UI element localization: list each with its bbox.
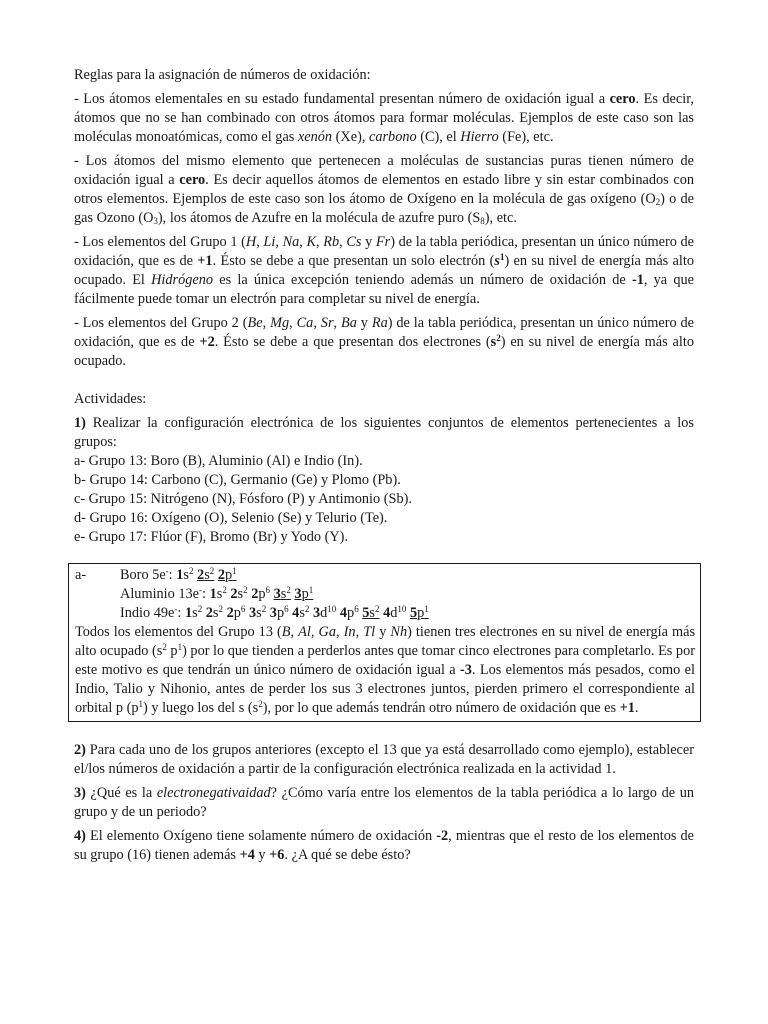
activity-2: 2) Para cada uno de los grupos anteriores (excepto el 13 que ya está desarrollado como ejemplo), establecer el/los números de oxidación a partir de la configuración electrónica realizada en la actividad 1. bbox=[74, 742, 694, 777]
orbital-term: $3p^6$ bbox=[269, 604, 289, 621]
rule-3: - Los elementos del Grupo 1 (H, Li, Na, K, Rb, Cs y Fr) de la tabla periódica, presentan un único número de oxidación, que es de +1. Ésto se debe a que presentan un solo electrón $(s^1)$ en su nivel de energía más alto ocupado. El Hidrógeno es la única excepción teniendo además un número de oxidación de -1, ya que fácilmente puede tomar un electrón para completar su nivel de energía. bbox=[74, 234, 695, 307]
orbital-term: $2p^6$ bbox=[226, 604, 246, 621]
config-row-boro bbox=[75, 566, 695, 585]
electron-configuration: Aluminio 13e-: $1s^2$ $2s^2$ $2p^6$ $3s^2$ $3p^1$ bbox=[120, 585, 314, 602]
orbital-term: $4s^2$ bbox=[292, 604, 310, 621]
element-symbol: Nh bbox=[390, 624, 408, 640]
element-symbol: Tl bbox=[363, 624, 376, 640]
element-symbol: In bbox=[343, 624, 356, 640]
element-symbol: Ga bbox=[318, 624, 336, 640]
element-symbol: Ba bbox=[341, 315, 357, 331]
document-content bbox=[74, 66, 694, 865]
element-symbol: H bbox=[245, 234, 257, 250]
activity-4: 4) El elemento Oxígeno tiene solamente número de oxidación -2, mientras que el resto de los elementos de su grupo (16) tienen además +4 y +6. ¿A qué se debe ésto? bbox=[74, 828, 694, 863]
orbital-term: $3p^1$ bbox=[294, 585, 314, 602]
group-list-item: d- Grupo 16: Oxígeno (O), Selenio (Se) y Telurio (Te). bbox=[74, 510, 388, 526]
config-row-aluminio bbox=[75, 585, 695, 604]
element-symbol: K bbox=[306, 234, 317, 250]
element-symbol: Rb bbox=[323, 234, 340, 250]
element-symbol: Be bbox=[247, 315, 263, 331]
rule-2: - Los átomos del mismo elemento que pertenecen a moléculas de sustancias puras tienen número de oxidación igual a cero. Es decir aquellos átomos de elementos en estado libre y sin estar combinados con otros elementos. Ejemplos de este caso son los átomo de Oxígeno en la molécula de gas oxígeno $(O_2)$ o de gas Ozono $(O_3)$, los átomos de Azufre en la molécula de azufre puro $(S_8)$, etc. bbox=[74, 153, 694, 226]
group-list-item: e- Grupo 17: Flúor (F), Bromo (Br) y Yodo (Y). bbox=[74, 529, 349, 545]
rule-1: - Los átomos elementales en su estado fundamental presentan número de oxidación igual a cero. Es decir, átomos que no se han combinado con otros átomos para formar moléculas. Ejemplos de este caso son las moléculas monoatómicas, como el gas xenón (Xe), carbono (C), el Hierro (Fe), etc. bbox=[74, 91, 694, 145]
orbital-term: $1s^2$ bbox=[176, 566, 194, 583]
element-symbol: Cs bbox=[346, 234, 362, 250]
element-symbol: Mg bbox=[270, 315, 290, 331]
orbital-term: $4p^6$ bbox=[339, 604, 359, 621]
element-symbol: Fr bbox=[375, 234, 391, 250]
activity-3: 3) ¿Qué es la electronegativaidad? ¿Cómo varía entre los elementos de la tabla periódica a lo largo de un grupo y de un periodo? bbox=[74, 785, 694, 820]
orbital-term: $3s^2$ bbox=[273, 585, 291, 602]
group-13-element-list: B, Al, Ga, In, Tl y Nh bbox=[281, 624, 408, 640]
orbital-term: $3s^2$ bbox=[248, 604, 267, 621]
element-symbol: Ra bbox=[371, 315, 388, 331]
element-symbol: B bbox=[281, 624, 291, 640]
config-row-indio bbox=[75, 604, 695, 623]
orbital-term: $5p^1$ bbox=[409, 604, 429, 621]
example-label: a- bbox=[75, 567, 87, 583]
orbital-term: $4d^{10}$ bbox=[383, 604, 407, 621]
orbital-term: $2p^1$ bbox=[217, 566, 237, 583]
group-2-element-list: Be, Mg, Ca, Sr, Ba y Ra bbox=[247, 315, 388, 331]
activities-heading: Actividades: bbox=[74, 391, 147, 407]
orbital-term: $2s^2$ bbox=[205, 604, 223, 621]
element-symbol: Sr bbox=[320, 315, 334, 331]
electron-configuration: Indio 49e-: $1s^2$ $2s^2$ $2p^6$ $3s^2$ $3p^6$ $4s^2$ $3d^{10}$ $4p^6$ $5s^2$ $4d^{10}$ $5p^1$ bbox=[120, 604, 429, 621]
orbital-term: $2s^2$ bbox=[197, 566, 215, 583]
element-symbol: Li bbox=[263, 234, 276, 250]
intro-heading: Reglas para la asignación de números de oxidación: bbox=[74, 67, 371, 83]
orbital-term: $2s^2$ bbox=[230, 585, 248, 602]
activity-1-group-list bbox=[74, 452, 694, 547]
electron-configuration: Boro 5e-: $1s^2$ $2s^2$ $2p^1$ bbox=[120, 566, 237, 583]
group-list-item: a- Grupo 13: Boro (B), Aluminio (Al) e Indio (In). bbox=[74, 453, 363, 469]
orbital-term: $5s^2$ bbox=[362, 604, 380, 621]
orbital-term: $2p^6$ bbox=[251, 585, 271, 602]
activity-1: 1) Realizar la configuración electrónica de los siguientes conjuntos de elementos pertenecientes a los grupos: bbox=[74, 415, 694, 450]
example-box bbox=[68, 563, 701, 722]
orbital-term: $1s^2$ bbox=[184, 604, 203, 621]
element-symbol: Ca bbox=[296, 315, 314, 331]
rule-4: - Los elementos del Grupo 2 (Be, Mg, Ca, Sr, Ba y Ra) de la tabla periódica, presentan un único número de oxidación, que es de +2. Ésto se debe a que presentan dos electrones $(s^2)$ en su nivel de energía más alto ocupado. bbox=[74, 315, 695, 369]
orbital-term: $1s^2$ bbox=[209, 585, 227, 602]
group-13-explanation: Todos los elementos del Grupo 13 (B, Al, Ga, In, Tl y Nh) tienen tres electrones en su nivel de energía más alto ocupado ($s^2$ $p^1$) por lo que tienden a perderlos antes que tomar cinco electrones para completarlo. Es por este motivo es que tendrán un único número de oxidación igual a -3. Los elementos más pesados, como el Indio, Talio y Nihonio, antes de perder los sus 3 electrones juntos, pierden primero el correspondiente al orbital p $(p^1)$ y luego los del s $(s^2)$, por lo que además tendrán otro número de oxidación que es +1. bbox=[75, 624, 696, 716]
group-1-element-list: H, Li, Na, K, Rb, Cs y Fr bbox=[245, 234, 391, 250]
group-list-item: c- Grupo 15: Nitrógeno (N), Fósforo (P) y Antimonio (Sb). bbox=[74, 491, 412, 507]
element-symbol: Na bbox=[282, 234, 300, 250]
element-symbol: Al bbox=[298, 624, 311, 640]
group-list-item: b- Grupo 14: Carbono (C), Germanio (Ge) y Plomo (Pb). bbox=[74, 472, 401, 488]
orbital-term: $3d^{10}$ bbox=[312, 604, 337, 621]
